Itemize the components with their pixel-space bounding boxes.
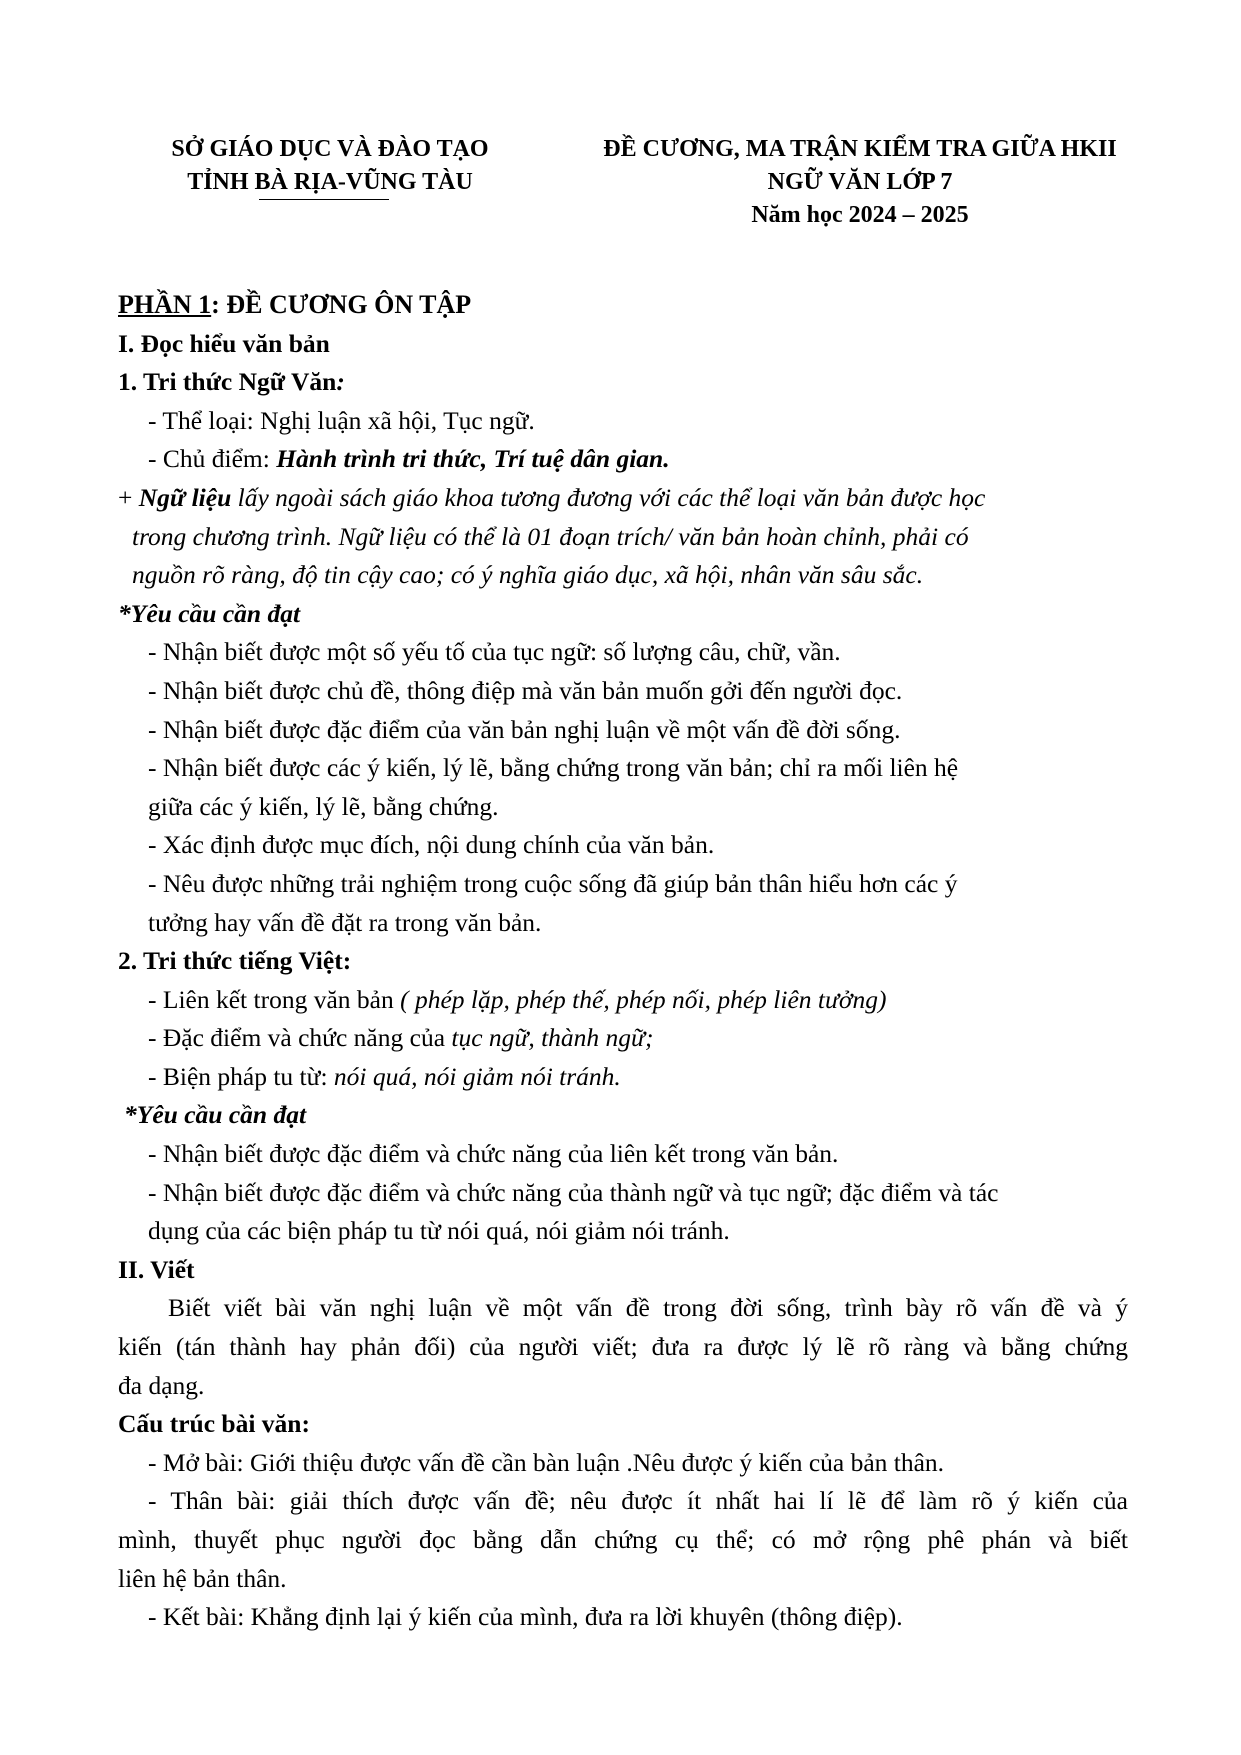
vietnamese-item-1-italic: ( phép lặp, phép thế, phép nối, phép liên tưởng)	[400, 984, 887, 1014]
part-1-heading	[118, 286, 1128, 325]
requirement-2-item: - Nhận biết được đặc điểm và chức năng của liên kết trong văn bản.	[148, 1139, 839, 1169]
header-left	[120, 133, 540, 199]
header-right	[555, 133, 1165, 232]
subsection-1-title	[118, 363, 1128, 402]
genre-line: - Thể loại: Nghị luận xã hội, Tục ngữ.	[148, 405, 535, 435]
material-bold: Ngữ liệu	[138, 482, 232, 512]
writing-intro-line: đa dạng.	[118, 1370, 205, 1400]
theme-prefix: - Chủ điểm:	[148, 444, 277, 474]
vietnamese-item-3-text: - Biện pháp tu từ:	[148, 1061, 334, 1091]
document-title: ĐỀ CƯƠNG, MA TRẬN KIỂM TRA GIỮA HKII	[603, 136, 1117, 162]
theme-line	[118, 440, 1128, 479]
section-1-title: I. Đọc hiểu văn bản	[118, 328, 330, 358]
document-body	[118, 286, 1128, 1637]
structure-intro: - Mở bài: Giới thiệu được vấn đề cần bàn luận .Nêu được ý kiến của bản thân.	[148, 1447, 945, 1477]
requirement-item: - Xác định được mục đích, nội dung chính của văn bản.	[148, 830, 715, 860]
requirement-item: - Nhận biết được các ý kiến, lý lẽ, bằng chứng trong văn bản; chỉ ra mối liên hệ	[148, 753, 959, 783]
vietnamese-item-1-text: - Liên kết trong văn bản	[148, 984, 401, 1014]
requirements-title: *Yêu cầu cần đạt	[118, 598, 301, 628]
structure-conclusion: - Kết bài: Khẳng định lại ý kiến của mình, đưa ra lời khuyên (thông điệp).	[148, 1602, 903, 1632]
vietnamese-item-3-italic: nói quá, nói giảm nói tránh.	[333, 1061, 621, 1091]
subject-title: NGỮ VĂN LỚP 7	[767, 169, 953, 195]
section-2-title: II. Viết	[118, 1254, 195, 1284]
vietnamese-item-3	[118, 1058, 1128, 1097]
school-year: Năm học 2024 – 2025	[751, 202, 969, 228]
structure-title: Cấu trúc bài văn:	[118, 1409, 310, 1439]
structure-body-line: mình, thuyết phục người đọc bằng dẫn chứng cụ thể; có mở rộng phê phán và biết	[118, 1525, 1128, 1554]
vietnamese-item-1	[118, 981, 1128, 1020]
requirement-item: - Nêu được những trải nghiệm trong cuộc sống đã giúp bản thân hiểu hơn các ý	[148, 868, 958, 898]
province-name: TỈNH BÀ RỊA-VŨNG TÀU	[187, 169, 473, 195]
vietnamese-item-2-text: - Đặc điểm và chức năng của	[148, 1023, 452, 1053]
department-name: SỞ GIÁO DỤC VÀ ĐÀO TẠO	[171, 136, 489, 162]
structure-body-line: - Thân bài: giải thích được vấn đề; nêu được ít nhất hai lí lẽ để làm rõ ý kiến của	[148, 1486, 1128, 1516]
theme-value: Hành trình tri thức, Trí tuệ dân gian.	[276, 444, 670, 474]
writing-intro-line: Biết viết bài văn nghị luận về một vấn đề trong đời sống, trình bày rõ vấn đề và ý	[168, 1293, 1128, 1323]
requirement-item: giữa các ý kiến, lý lẽ, bằng chứng.	[148, 791, 499, 821]
material-plus: +	[118, 482, 139, 512]
material-line-3: nguồn rõ ràng, độ tin cậy cao; có ý nghĩa giáo dục, xã hội, nhân văn sâu sắc.	[132, 560, 924, 590]
material-line-1	[118, 479, 1128, 518]
vietnamese-item-2-italic: tục ngữ, thành ngữ;	[451, 1023, 654, 1053]
requirement-2-item: - Nhận biết được đặc điểm và chức năng của thành ngữ và tục ngữ; đặc điểm và tác	[148, 1177, 999, 1207]
requirement-item: - Nhận biết được chủ đề, thông điệp mà văn bản muốn gởi đến người đọc.	[148, 675, 903, 705]
subsection-1-text: 1. Tri thức Ngữ Văn	[118, 367, 337, 397]
vietnamese-item-2	[118, 1019, 1128, 1058]
requirement-item: - Nhận biết được một số yếu tố của tục ngữ: số lượng câu, chữ, vần.	[148, 637, 841, 667]
part-1-title: : ĐỀ CƯƠNG ÔN TẬP	[211, 290, 472, 319]
requirement-2-item: dụng của các biện pháp tu từ nói quá, nói giảm nói tránh.	[148, 1216, 730, 1246]
subsection-2-title: 2. Tri thức tiếng Việt:	[118, 946, 352, 976]
writing-intro-line: kiến (tán thành hay phản đối) của người viết; đưa ra được lý lẽ rõ ràng và bằng chứng	[118, 1332, 1128, 1362]
material-text-1: lấy ngoài sách giáo khoa tương đương với các thể loại văn bản được học	[231, 482, 986, 512]
header-underline	[259, 199, 389, 200]
structure-body-line: liên hệ bản thân.	[118, 1563, 287, 1593]
material-line-2: trong chương trình. Ngữ liệu có thể là 01 đoạn trích/ văn bản hoàn chỉnh, phải có	[132, 521, 969, 551]
requirement-item: tưởng hay vấn đề đặt ra trong văn bản.	[148, 907, 542, 937]
part-1-label: PHẦN 1	[118, 290, 212, 319]
requirements-2-title: *Yêu cầu cần đạt	[124, 1100, 307, 1130]
requirement-item: - Nhận biết được đặc điểm của văn bản nghị luận về một vấn đề đời sống.	[148, 714, 901, 744]
subsection-1-colon: :	[336, 367, 345, 397]
